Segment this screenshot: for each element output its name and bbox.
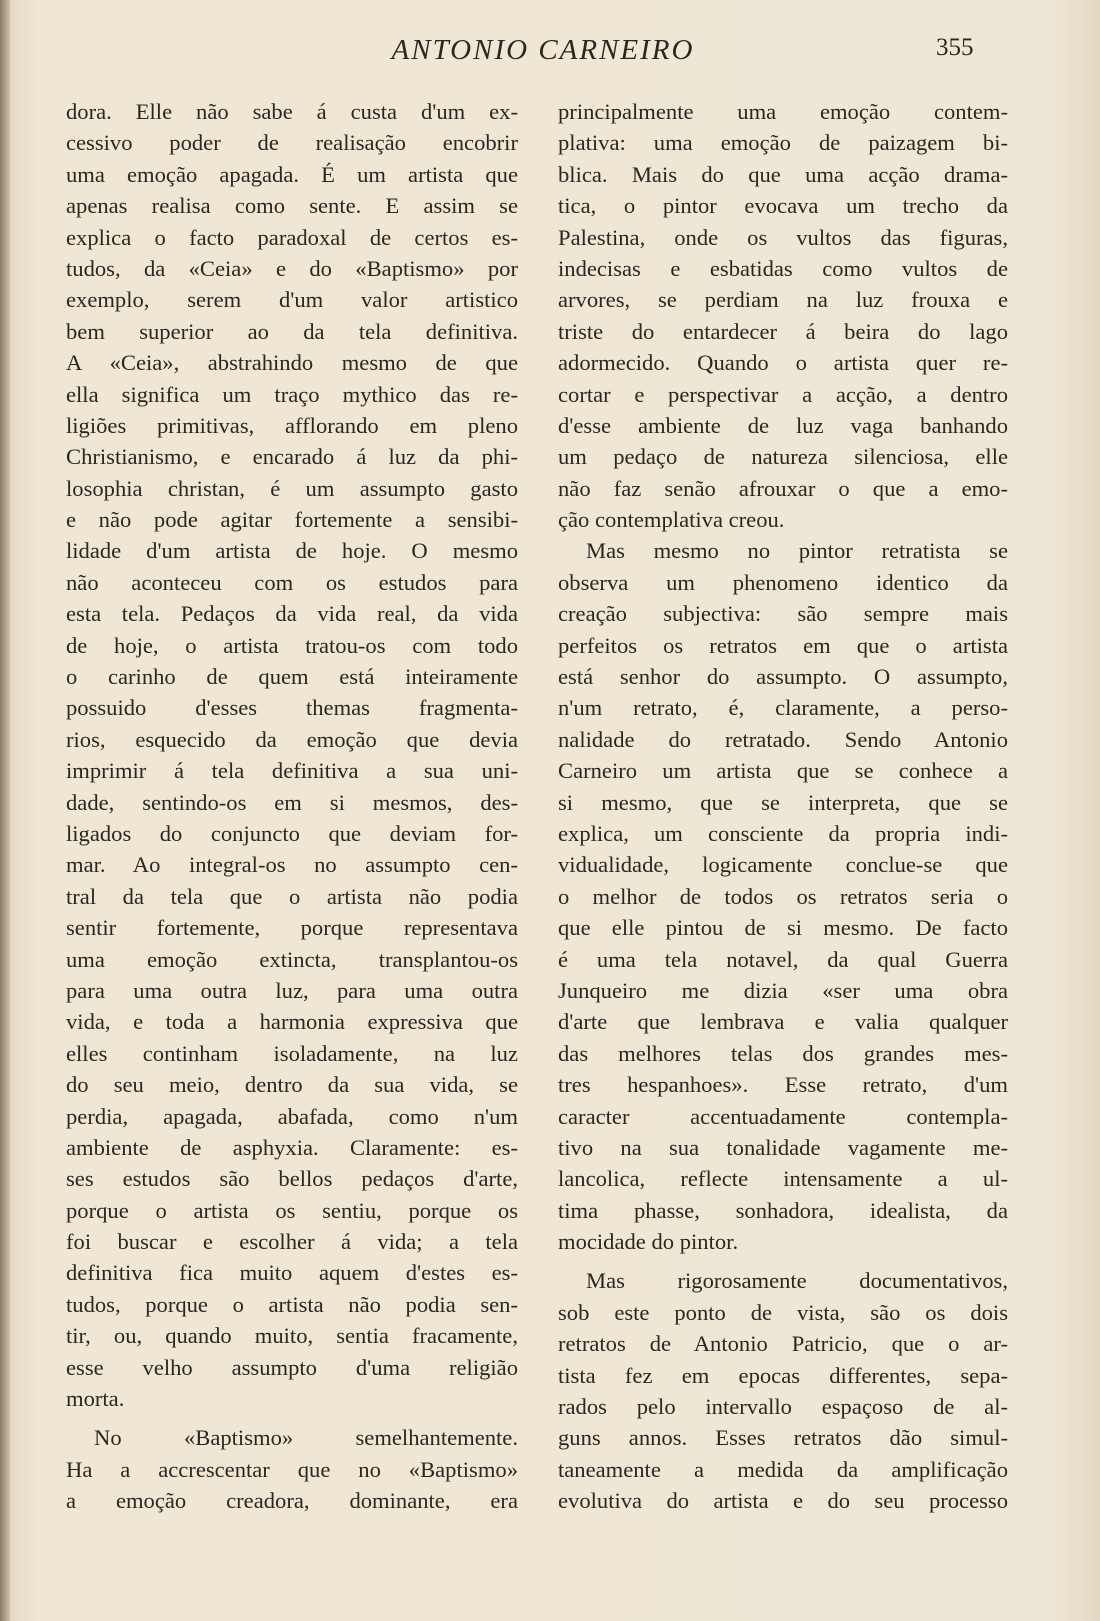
text-line: plativa: uma emoção de paizagem bi- <box>558 130 1008 156</box>
text-line: uma emoção extincta, transplantou-os <box>66 946 518 972</box>
text-line: No «Baptismo» semelhantemente. <box>94 1425 518 1451</box>
text-line: A «Ceia», abstrahindo mesmo de que <box>66 350 518 376</box>
text-line: elles continham isoladamente, na luz <box>66 1040 518 1066</box>
text-line: das melhores telas dos grandes mes- <box>558 1040 1008 1066</box>
text-line: lidade d'um artista de hoje. O mesmo <box>66 538 518 564</box>
text-line: nalidade do retratado. Sendo Antonio <box>558 726 1008 752</box>
text-line: evolutiva do artista e do seu processo <box>558 1488 1008 1514</box>
text-line: tir, ou, quando muito, sentia fracamente, <box>66 1323 518 1349</box>
text-line: definitiva fica muito aquem d'estes es- <box>66 1260 518 1286</box>
text-line: ambiente de asphyxia. Claramente: es- <box>66 1134 518 1160</box>
text-line: não faz senão afrouxar o que a emo- <box>558 475 1008 501</box>
text-line: caracter accentuadamente contempla- <box>558 1103 1008 1129</box>
text-line: sob este ponto de vista, são os dois <box>558 1299 1008 1325</box>
text-line: indecisas e esbatidas como vultos de <box>558 255 1008 281</box>
text-line: ella significa um traço mythico das re- <box>66 381 518 407</box>
text-line: foi buscar e escolher á vida; a tela <box>66 1229 518 1255</box>
text-line: arvores, se perdiam na luz frouxa e <box>558 287 1008 313</box>
text-line: e não pode agitar fortemente a sensibi- <box>66 507 518 533</box>
text-line: n'um retrato, é, claramente, a perso- <box>558 695 1008 721</box>
text-line: imprimir á tela definitiva a sua uni- <box>66 758 518 784</box>
text-line: blica. Mais do que uma acção drama- <box>558 161 1008 187</box>
text-line: tivo na sua tonalidade vagamente me- <box>558 1134 1008 1160</box>
text-line: Christianismo, e encarado á luz da phi- <box>66 444 518 470</box>
text-line: ligados do conjuncto que deviam for- <box>66 820 518 846</box>
text-line: que elle pintou de si mesmo. De facto <box>558 915 1008 941</box>
text-line: d'esse ambiente de luz vaga banhando <box>558 412 1008 438</box>
text-line: perdia, apagada, abafada, como n'um <box>66 1103 518 1129</box>
text-line: para uma outra luz, para uma outra <box>66 977 518 1003</box>
text-line: Palestina, onde os vultos das figuras, <box>558 224 1008 250</box>
text-line: explica, um consciente da propria indi- <box>558 820 1008 846</box>
text-line: possuido d'esses themas fragmenta- <box>66 695 518 721</box>
text-line: um pedaço de natureza silenciosa, elle <box>558 444 1008 470</box>
text-line: vidualidade, logicamente conclue-se que <box>558 852 1008 878</box>
text-line: taneamente a medida da amplificação <box>558 1456 1008 1482</box>
text-line: exemplo, serem d'um valor artistico <box>66 287 518 313</box>
running-title: ANTONIO CARNEIRO <box>391 34 695 66</box>
text-line: dade, sentindo-os em si mesmos, des- <box>66 789 518 815</box>
book-spine-shadow <box>0 0 10 1621</box>
text-line: observa um phenomeno identico da <box>558 569 1008 595</box>
text-line: o carinho de quem está inteiramente <box>66 664 518 690</box>
text-line: é uma tela notavel, da qual Guerra <box>558 946 1008 972</box>
text-line: vida, e toda a harmonia expressiva que <box>66 1009 518 1035</box>
text-line: Junqueiro me dizia «ser uma obra <box>558 977 1008 1003</box>
text-line: tudos, porque o artista não podia sen- <box>66 1291 518 1317</box>
text-line: tista fez em epocas differentes, sepa- <box>558 1362 1008 1388</box>
text-line: está senhor do assumpto. O assumpto, <box>558 664 1008 690</box>
text-line: retratos de Antonio Patricio, que o ar- <box>558 1331 1008 1357</box>
text-line: lancolica, reflecte intensamente a ul- <box>558 1166 1008 1192</box>
text-line: ligiões primitivas, afflorando em pleno <box>66 412 518 438</box>
text-line: creação subjectiva: são sempre mais <box>558 601 1008 627</box>
text-line: Ha a accrescentar que no «Baptismo» <box>66 1456 518 1482</box>
text-line: mar. Ao integral-os no assumpto cen- <box>66 852 518 878</box>
text-line: uma emoção apagada. É um artista que <box>66 161 518 187</box>
text-line: adormecido. Quando o artista quer re- <box>558 350 1008 376</box>
text-line: Mas rigorosamente documentativos, <box>586 1268 1008 1294</box>
text-line: principalmente uma emoção contem- <box>558 99 1008 124</box>
text-line: Mas mesmo no pintor retratista se <box>586 538 1008 564</box>
text-line: ses estudos são bellos pedaços d'arte, <box>66 1166 518 1192</box>
text-line: tima phasse, sonhadora, idealista, da <box>558 1197 1008 1223</box>
text-line: porque o artista os sentiu, porque os <box>66 1197 518 1223</box>
text-line: guns annos. Esses retratos dão simul- <box>558 1425 1008 1451</box>
text-line: ção contemplativa creou. <box>558 507 785 533</box>
text-line: si mesmo, que se interpreta, que se <box>558 789 1008 815</box>
text-line: esse velho assumpto d'uma religião <box>66 1354 518 1380</box>
text-line: tudos, da «Ceia» e do «Baptismo» por <box>66 255 518 281</box>
text-line: bem superior ao da tela definitiva. <box>66 318 518 344</box>
text-line: explica o facto paradoxal de certos es- <box>66 224 518 250</box>
text-line: cortar e perspectivar a acção, a dentro <box>558 381 1008 407</box>
text-line: morta. <box>66 1386 125 1412</box>
text-line: triste do entardecer á beira do lago <box>558 318 1008 344</box>
text-line: de hoje, o artista tratou-os com todo <box>66 632 518 658</box>
text-line: apenas realisa como sente. E assim se <box>66 193 518 219</box>
text-line: do seu meio, dentro da sua vida, se <box>66 1072 518 1098</box>
text-line: Carneiro um artista que se conhece a <box>558 758 1008 784</box>
text-line: mocidade do pintor. <box>558 1229 739 1255</box>
page-number: 355 <box>936 34 974 61</box>
text-line: perfeitos os retratos em que o artista <box>558 632 1008 658</box>
text-line: rados pelo intervallo espaçoso de al- <box>558 1394 1008 1420</box>
text-line: rios, esquecido da emoção que devia <box>66 726 518 752</box>
text-line: dora. Elle não sabe á custa d'um ex- <box>66 99 518 124</box>
text-line: d'arte que lembrava e valia qualquer <box>558 1009 1008 1035</box>
text-line: a emoção creadora, dominante, era <box>66 1488 518 1514</box>
text-line: esta tela. Pedaços da vida real, da vida <box>66 601 518 627</box>
text-line: sentir fortemente, porque representava <box>66 915 518 941</box>
text-line: não aconteceu com os estudos para <box>66 569 518 595</box>
text-line: tres hespanhoes». Esse retrato, d'um <box>558 1072 1008 1098</box>
text-line: tica, o pintor evocava um trecho da <box>558 193 1008 219</box>
text-column-right <box>558 96 1008 1517</box>
text-line: losophia christan, é um assumpto gasto <box>66 475 518 501</box>
text-line: o melhor de todos os retratos seria o <box>558 883 1008 909</box>
text-line: tral da tela que o artista não podia <box>66 883 518 909</box>
text-line: cessivo poder de realisação encobrir <box>66 130 518 156</box>
text-column-left <box>66 96 518 1517</box>
